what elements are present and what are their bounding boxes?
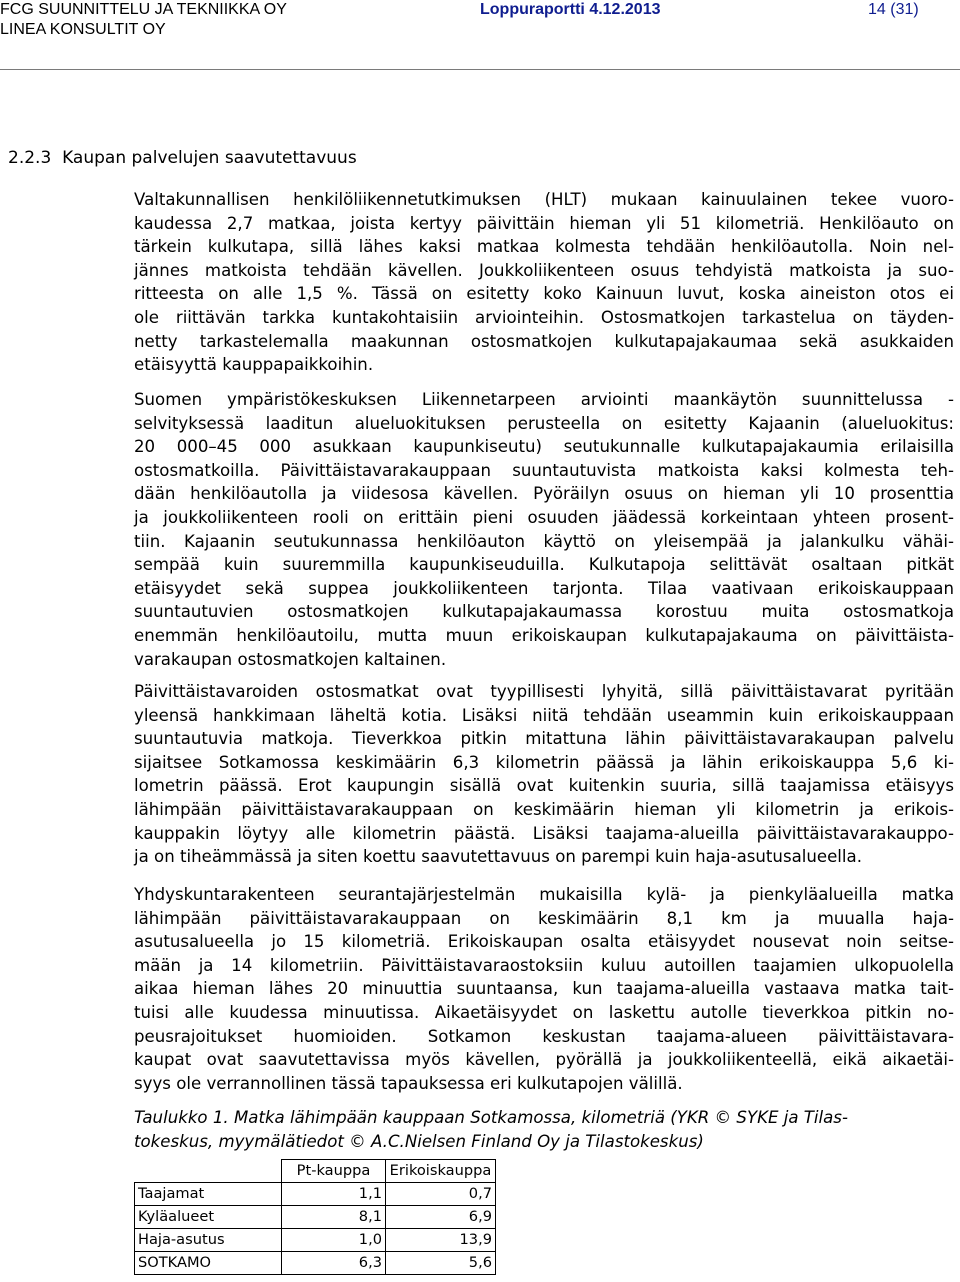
paragraph-line: suuntautuvia matkoja. Tieverkkoa pitkin mitattuna lähin päivittäistavarakaupan palvelu <box>134 729 954 749</box>
paragraph-3 <box>134 680 954 869</box>
paragraph-line: kaudessa 2,7 matkaa, joista kertyy päivittäin hieman yli 51 kilometriä. Henkilöauto on <box>134 213 954 233</box>
paragraph-2 <box>134 388 954 671</box>
paragraph-1 <box>134 188 954 377</box>
paragraph-line: lometrin päässä. Erot kaupungin sisällä ovat kuitenkin suuria, sillä taajamissa etäisyys <box>134 776 954 796</box>
distance-table <box>134 1159 496 1275</box>
table-cell-erikois: 13,9 <box>386 1229 496 1252</box>
table-header-erikoiskauppa: Erikoiskauppa <box>386 1160 496 1183</box>
table-cell-area: Taajamat <box>135 1183 282 1206</box>
paragraph-line: tärkein kulkutapa, sillä lähes kaksi matkaa kolmesta tehdään henkilöautolla. Noin nel- <box>134 237 954 257</box>
paragraph-line: ostosmatkoilla. Päivittäistavarakauppaan suuntautuvista matkoista kaksi kolmesta teh- <box>134 460 954 480</box>
paragraph-line: ja on tiheämmässä ja siten koettu saavutettavuus on parempi kuin haja-asutusalueella. <box>134 847 862 867</box>
paragraph-line: enemmän henkilöautoilu, mutta muun erikoiskaupan kulkutapajakauma on päivittäista- <box>134 625 954 645</box>
paragraph-line: varakaupan ostosmatkojen kaltainen. <box>134 649 447 669</box>
paragraph-line: asutusalueella jo 15 kilometriä. Erikoiskaupan osalta etäisyydet nousevat noin seitse- <box>134 932 954 952</box>
paragraph-line: etäisyyttä kauppapaikkoihin. <box>134 355 374 375</box>
table-cell-pt: 1,1 <box>282 1183 386 1206</box>
table-caption <box>134 1106 954 1153</box>
table-row <box>135 1206 496 1229</box>
page-header <box>0 0 960 70</box>
paragraph-line: mään ja 14 kilometriin. Päivittäistavaraostoksiin kuluu autoillen taajamien ulkopuolella <box>134 955 954 975</box>
company-names <box>0 0 287 40</box>
paragraph-line: netty tarkastelemalla maakunnan ostosmatkojen kulkutapajakaumaa sekä asukkaiden <box>134 331 954 351</box>
section-heading <box>8 146 357 170</box>
section-number: 2.2.3 <box>8 148 52 168</box>
paragraph-line: lähimpään päivittäistavarakauppaan on keskimäärin hieman yli kilometrin ja erikois- <box>134 799 954 819</box>
table-cell-pt: 8,1 <box>282 1206 386 1229</box>
company-name-2: LINEA KONSULTIT OY <box>0 21 166 38</box>
caption-line: tokeskus, myymälätiedot © A.C.Nielsen Finland Oy ja Tilastokeskus) <box>134 1131 704 1151</box>
paragraph-line: suuntautuvien ostosmatkojen kulkutapajakaumassa korostuu muita ostosmatkoja <box>134 602 954 622</box>
paragraph-line: sijaitsee Sotkamossa keskimäärin 6,3 kilometrin päässä ja lähin erikoiskauppa 5,6 ki- <box>134 752 954 772</box>
table-cell-pt: 6,3 <box>282 1252 386 1275</box>
table-cell-area: SOTKAMO <box>135 1252 282 1275</box>
table-cell-erikois: 0,7 <box>386 1183 496 1206</box>
table-cell-pt: 1,0 <box>282 1229 386 1252</box>
company-name-1: FCG SUUNNITTELU JA TEKNIIKKA OY <box>0 1 287 18</box>
paragraph-line: kauppakin löytyy alle kilometrin päästä. Lisäksi taajama-alueilla päivittäistavarakauppo- <box>134 823 954 843</box>
document-title: Loppuraportti 4.12.2013 <box>480 1 661 18</box>
paragraph-line: ja joukkoliikenteen rooli on erittäin pieni osuuden jäädessä korkeintaan yhteen prosent- <box>134 507 954 527</box>
table-row <box>135 1252 496 1275</box>
table-cell-area: Haja-asutus <box>135 1229 282 1252</box>
paragraph-line: sempää kuin suuremmilla kaupunkiseuduilla. Kulkutapoja selittävät osaltaan pitkät <box>134 555 954 575</box>
paragraph-line: kaupat ovat saavutettavissa myös kävellen, pyörällä ja joukkoliikenteellä, eikä aikaetäi- <box>134 1050 954 1070</box>
paragraph-line: peusrajoitukset huomioiden. Sotkamon keskustan taajama-alueen päivittäistavara- <box>134 1026 954 1046</box>
paragraph-line: ritteesta on alle 1,5 %. Tässä on esitetty koko Kainuun luvut, koska aineiston otos ei <box>134 284 954 304</box>
paragraph-line: 20 000–45 000 asukkaan kaupunkiseutu) seutukunnalle kulkutapajakaumia erilaisilla <box>134 437 954 457</box>
paragraph-line: Päivittäistavaroiden ostosmatkat ovat tyypillisesti lyhyitä, sillä päivittäistavarat pyritään <box>134 682 954 701</box>
paragraph-line: lähimpään päivittäistavarakauppaan on keskimäärin 8,1 km ja muualla haja- <box>134 908 954 928</box>
paragraph-line: tiin. Kajaanin seutukunnassa henkilöauton käyttö on yleisempää ja jalankulku vähäi- <box>134 531 954 551</box>
table-header-pt-kauppa: Pt-kauppa <box>282 1160 386 1183</box>
page-number: 14 (31) <box>868 1 919 18</box>
section-title: Kaupan palvelujen saavutettavuus <box>62 148 357 168</box>
paragraph-line: syys ole verrannollinen tässä tapauksessa eri kulkutapojen välillä. <box>134 1073 683 1093</box>
paragraph-line: aikaa hieman lähes 20 minuuttia suuntaansa, kun taajama-alueilla vastaava matka tait- <box>134 979 954 999</box>
table-cell-area: Kyläalueet <box>135 1206 282 1229</box>
paragraph-line: ole riittävän tarkka kuntakohtaisiin arviointeihin. Ostosmatkojen tarkastelua on täyden- <box>134 307 954 327</box>
paragraph-line: etäisyydet sekä suppea joukkoliikenteen tarjonta. Tilaa vaativaan erikoiskauppaan <box>134 578 954 598</box>
paragraph-line: Yhdyskuntarakenteen seurantajärjestelmän mukaisilla kylä- ja pienkyläalueilla matka <box>134 885 954 904</box>
table-row <box>135 1229 496 1252</box>
paragraph-line: Suomen ympäristökeskuksen Liikennetarpeen arviointi maankäytön suunnittelussa - <box>134 390 954 409</box>
paragraph-line: tuisi alle kuudessa minuutissa. Aikaetäisyydet on laskettu autolle tieverkkoa pitkin no- <box>134 1002 954 1022</box>
paragraph-line: dään henkilöautolla ja viidesosa kävellen. Pyöräilyn osuus on hieman yli 10 prosenttia <box>134 484 954 504</box>
paragraph-line: yleensä hankkimaan läheltä kotia. Lisäksi niitä tehdään useammin kuin erikoiskauppaan <box>134 705 954 725</box>
table-cell-erikois: 5,6 <box>386 1252 496 1275</box>
caption-line: Taulukko 1. Matka lähimpään kauppaan Sotkamossa, kilometriä (YKR © SYKE ja Tilas- <box>134 1108 848 1127</box>
table-cell-erikois: 6,9 <box>386 1206 496 1229</box>
paragraph-line: jännes matkoista tehdään kävellen. Joukkoliikenteen osuus tehdyistä matkoista ja suo- <box>134 260 954 280</box>
header-divider <box>0 69 960 70</box>
paragraph-4 <box>134 883 954 1095</box>
table-header-row <box>135 1160 496 1183</box>
table-header-empty <box>135 1160 282 1183</box>
paragraph-line: selvityksessä laaditun alueluokituksen perusteella on esitetty Kajaanin (alueluokitus: <box>134 413 954 433</box>
paragraph-line: Valtakunnallisen henkilöliikennetutkimuksen (HLT) mukaan kainuulainen tekee vuoro- <box>134 190 954 209</box>
table-row <box>135 1183 496 1206</box>
